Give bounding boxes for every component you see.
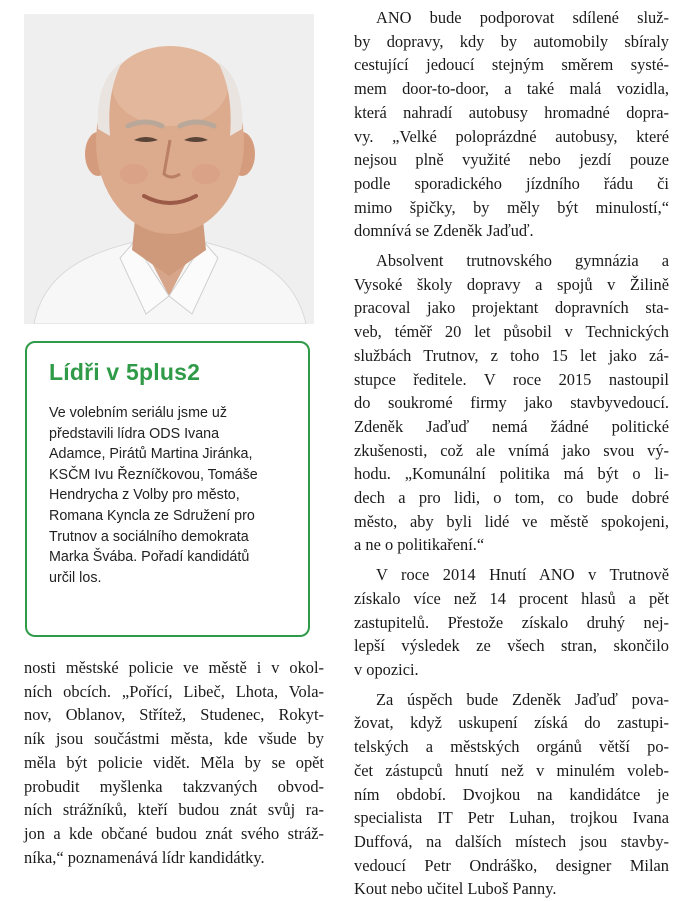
text-line: ních obcích. „Pořící, Libeč, Lhota, Vola- — [24, 681, 324, 701]
text-line: a ne o politikaření.“ — [354, 535, 485, 555]
text-line: níka,“ poznamenává lídr kandidátky. — [24, 847, 265, 867]
paragraph — [354, 563, 669, 682]
text-line: nosti městské policie ve městě i v okol- — [24, 658, 324, 677]
text-line: mimo špičky, by měly být minulostí,“ — [354, 197, 669, 217]
text-line: ANO bude podporovat sdílené služ- — [376, 8, 669, 27]
box-line: Adamce, Pirátů Martina Jiránka, — [49, 446, 253, 463]
text-line: hodu. „Komunální politika má být o li- — [354, 464, 669, 484]
text-line: Vysoké školy dopravy a spojů v Žilině — [354, 274, 669, 294]
box-line: Hendrycha z Volby pro město, — [49, 487, 240, 504]
text-line: do soukromé firmy jako stavbyvedoucí. — [354, 393, 669, 413]
text-line: lepší výsledek ze všech stran, skončilo — [354, 636, 669, 656]
text-line: mem door-to-door, a také malá vozidla, — [354, 79, 669, 99]
text-line: ních strážníků, kteří budou znát svůj ra- — [24, 800, 324, 820]
paragraph — [354, 688, 669, 901]
text-line: vy. „Velké poloprázdné autobusy, které — [354, 126, 669, 146]
box-line: představili lídra ODS Ivana — [49, 425, 220, 442]
text-line: podle sporadického jízdního řádu či — [354, 173, 669, 193]
box-line: KSČM Ivu Řezníčkovou, Tomáše — [49, 466, 258, 483]
text-line: měla být policie vidět. Měla by se opět — [24, 752, 324, 772]
text-line: službách Trutnov, z toho 15 let jako zá- — [354, 345, 669, 365]
paragraph — [354, 249, 669, 557]
box-title: Lídři v 5plus2 — [49, 359, 201, 385]
text-line: Kout nebo učitel Luboš Panny. — [354, 879, 557, 899]
text-line: stupce ředitele. V roce 2015 nastoupil — [354, 369, 669, 389]
box-line: Marka Švába. Pořadí kandidátů — [49, 549, 250, 566]
text-line: Absolvent trutnovského gymnázia a — [376, 251, 669, 271]
candidate-portrait-photo — [24, 14, 314, 324]
text-line: telských a městských orgánů větší po- — [354, 737, 669, 757]
text-line: veb, téměř 20 let působil v Technických — [354, 322, 669, 342]
box-line: Ve volebním seriálu jsme už — [49, 405, 227, 421]
box-line: Trutnov a sociálního demokrata — [49, 528, 249, 545]
right-column-text — [354, 6, 669, 901]
text-line: pracoval jako projektant dopravních sta- — [354, 298, 669, 318]
text-line: v opozici. — [354, 659, 419, 679]
left-column-text — [24, 656, 324, 869]
text-line: město, aby byli lidé ve městě spokojeni, — [354, 511, 669, 531]
text-line: zkušenosti, což ale vnímá jako svou vý- — [354, 440, 669, 460]
text-line: nejsou plně využité nebo jezdí pouze — [354, 150, 669, 170]
text-line: která nahradí autobusy hromadné dopra- — [354, 102, 669, 122]
text-line: Za úspěch bude Zdeněk Jaďuď pova- — [376, 689, 669, 709]
box-line: Romana Kyncla ze Sdružení pro — [49, 507, 255, 524]
text-line: by dopravy, kdy by automobily sbíraly — [354, 31, 669, 51]
text-line: V roce 2014 Hnutí ANO v Trutnově — [376, 565, 669, 585]
text-line: čet zástupců hnutí než v minulém voleb- — [354, 760, 669, 780]
text-line: ník jsou součástmi města, kde všude by — [24, 729, 324, 749]
text-line: žovat, když uskupení získá do zastupi- — [354, 713, 669, 733]
text-line: domnívá se Zdeněk Jaďuď. — [354, 221, 534, 241]
paragraph — [354, 6, 669, 243]
text-line: Duffová, na dalších místech jsou stavby- — [354, 831, 669, 851]
box-text — [49, 403, 290, 588]
text-line: Zdeněk Jaďuď nemá žádné politické — [354, 416, 669, 436]
text-line: jon a kde občané budou znát svého stráž- — [24, 823, 324, 843]
text-line: ním období. Dvojkou na kandidátce je — [354, 784, 669, 804]
text-line: zastupitelů. Přestože získalo druhý nej- — [354, 612, 669, 632]
text-line: dech a pro lidi, o tom, co bude dobré — [354, 488, 669, 508]
text-line: cestující jedoucí stejným směrem systé- — [354, 55, 669, 75]
text-line: specialista IT Petr Luhan, trojkou Ivana — [354, 808, 669, 828]
text-line: nov, Oblanov, Střítež, Studenec, Rokyt- — [24, 705, 324, 725]
text-line: získalo více než 14 procent hlasů a pět — [354, 588, 669, 608]
box-line: určil los. — [49, 569, 102, 586]
text-line: vedoucí Petr Ondráško, designer Milan — [354, 855, 669, 875]
text-line: probudit myšlenka takzvaných obvod- — [24, 776, 324, 796]
leaders-info-box — [25, 341, 310, 637]
